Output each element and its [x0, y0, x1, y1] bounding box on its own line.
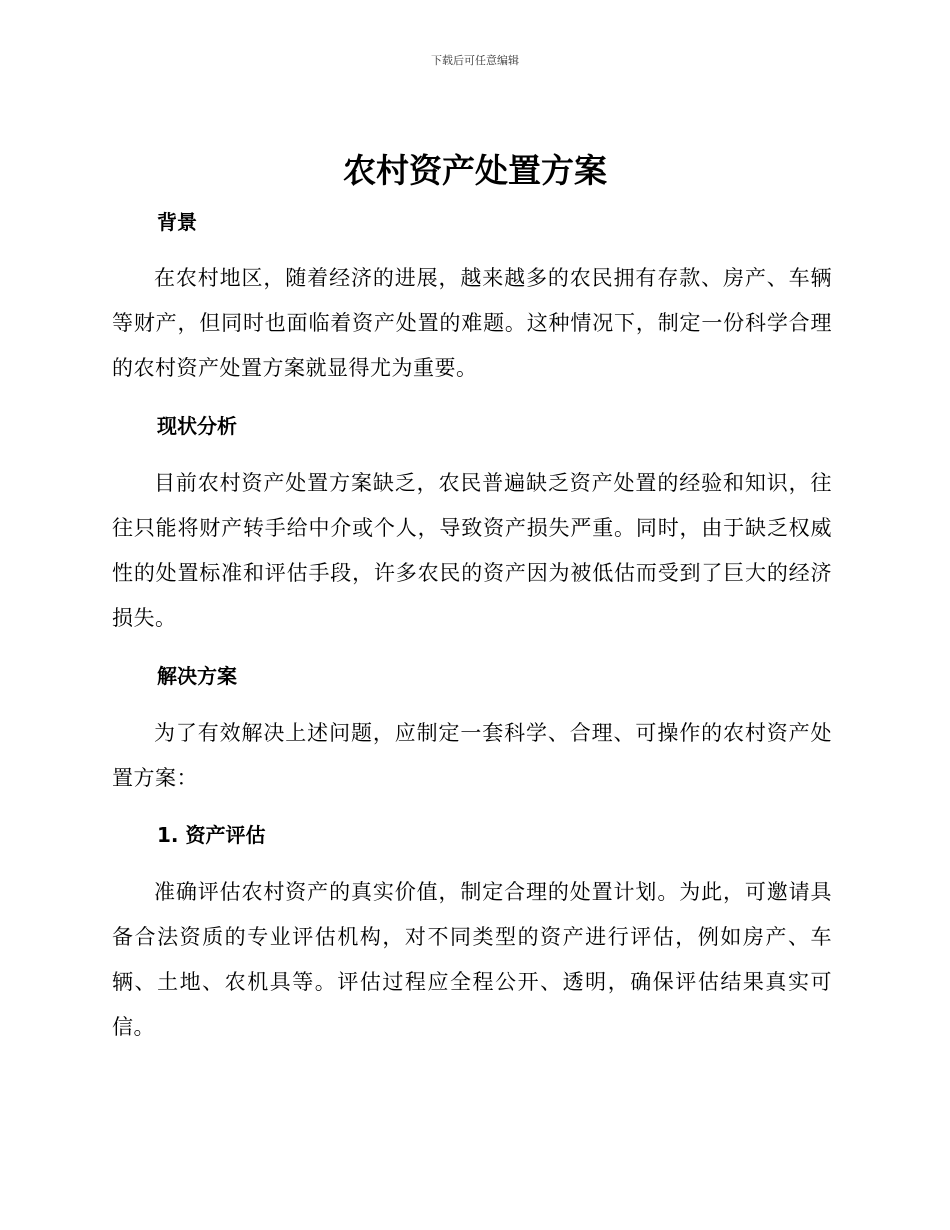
paragraph: 为了有效解决上述问题，应制定一套科学、合理、可操作的农村资产处置方案：: [112, 721, 832, 790]
section-heading-background: 背景: [157, 210, 197, 234]
section-body-solution: [112, 711, 832, 801]
paragraph: 目前农村资产处置方案缺乏，农民普遍缺乏资产处置的经验和知识，往往只能将财产转手给中介或个人，导致资产损失严重。同时，由于缺乏权威性的处置标准和评估手段，许多农民的资产因为被低估而受到了巨大的经济损失。: [112, 471, 832, 630]
section-body-asset-evaluation: [112, 870, 832, 1050]
section-body-status-analysis: [112, 461, 832, 641]
section-heading-asset-evaluation: 1. 资产评估: [157, 823, 266, 847]
section-heading-status-analysis: 现状分析: [157, 414, 237, 438]
paragraph: 准确评估农村资产的真实价值，制定合理的处置计划。为此，可邀请具备合法资质的专业评估机构，对不同类型的资产进行评估，例如房产、车辆、土地、农机具等。评估过程应全程公开、透明，确保评估结果真实可信。: [112, 880, 832, 1039]
section-body-background: [112, 256, 832, 391]
page-header-note: 下载后可任意编辑: [431, 54, 519, 67]
document-title: 农村资产处置方案: [343, 151, 607, 190]
section-heading-solution: 解决方案: [157, 664, 237, 688]
paragraph: 在农村地区，随着经济的进展，越来越多的农民拥有存款、房产、车辆等财产，但同时也面临着资产处置的难题。这种情况下，制定一份科学合理的农村资产处置方案就显得尤为重要。: [112, 266, 832, 380]
